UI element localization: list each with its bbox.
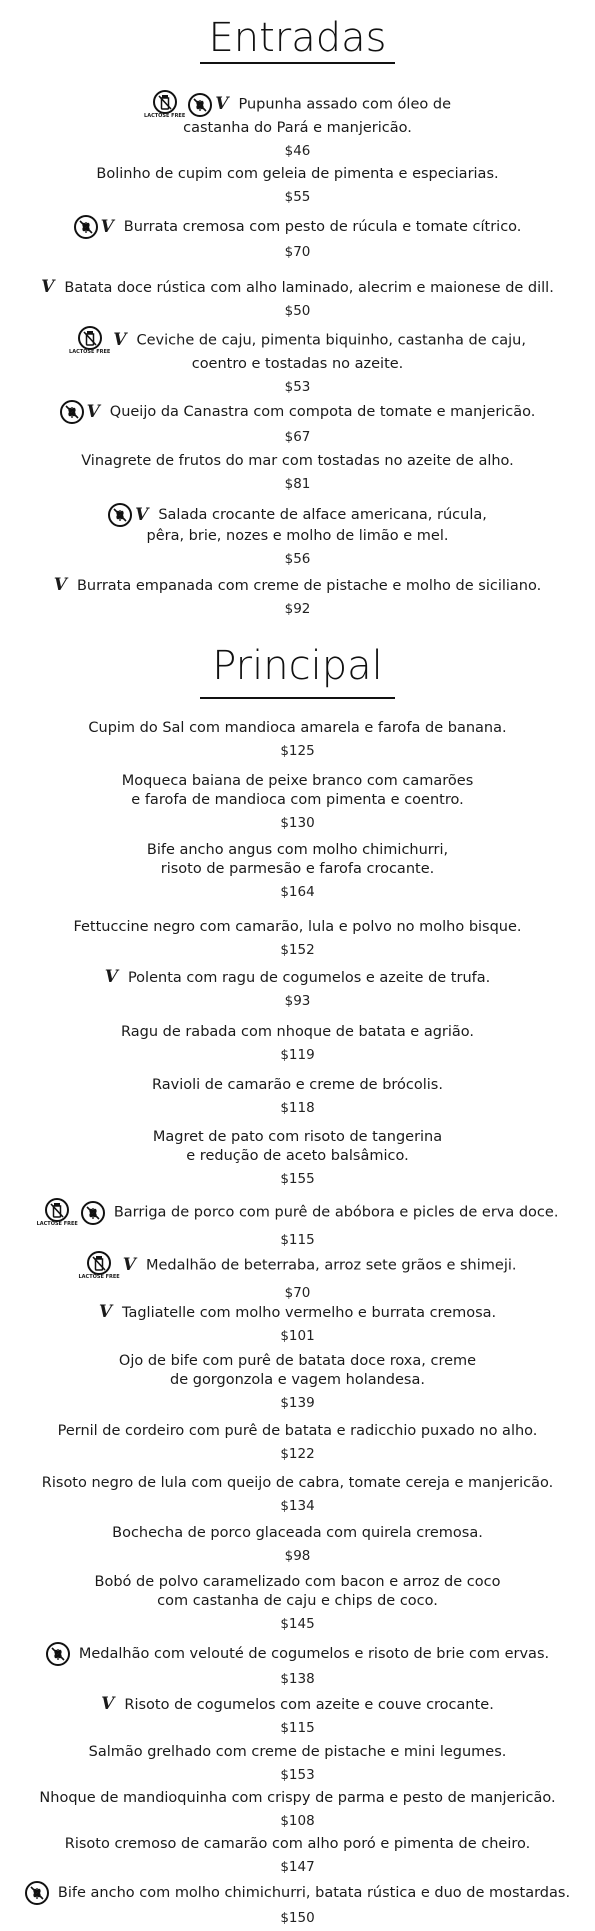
menu-item	[0, 278, 595, 320]
lactose-free-caption: LACTOSE FREE	[36, 1221, 78, 1227]
menu-item	[0, 1198, 595, 1249]
lactose-free-badge	[37, 1198, 78, 1227]
dish-description-line2: risoto de parmesão e farofa crocante.	[160, 861, 435, 877]
dish-price: $115	[280, 1719, 315, 1736]
vegetarian-icon: V	[215, 94, 229, 114]
dish-price: $70	[284, 1285, 311, 1301]
dish-price: $67	[284, 429, 311, 445]
vegetarian-icon: V	[122, 1255, 136, 1275]
vegetarian-icon: V	[100, 216, 114, 237]
dish-description-line2: de gorgonzola e vagem holandesa.	[170, 1372, 425, 1388]
gluten-free-icon	[74, 215, 98, 239]
gluten-free-icon	[60, 400, 84, 424]
dish-description: Fettuccine negro com camarão, lula e polvo no molho bisque.	[73, 919, 522, 935]
dietary-icons	[105, 968, 122, 988]
dish-description: Bife ancho com molho chimichurri, batata rústica e duo de mostardas.	[57, 1885, 571, 1901]
vegetarian-icon: V	[41, 277, 55, 297]
dish-description: Batata doce rústica com alho laminado, alecrim e maionese de dill.	[64, 279, 554, 296]
dish-price: $115	[280, 1232, 315, 1248]
lactose-free-icon	[45, 1198, 69, 1222]
dish-description: Ojo de bife com purê de batata doce roxa, creme	[118, 1353, 477, 1369]
dish-description: Polenta com ragu de cogumelos e azeite de trufa.	[127, 969, 491, 986]
dietary-icons	[101, 1695, 118, 1715]
menu-item	[0, 165, 595, 206]
menu-item	[0, 918, 595, 959]
dietary-icons	[108, 503, 152, 527]
dish-price: $150	[280, 1910, 315, 1926]
menu-item	[0, 1695, 595, 1737]
dish-description: Risoto negro de lula com queijo de cabra, tomate cereja e manjericão.	[41, 1475, 554, 1491]
lactose-free-badge	[78, 1251, 119, 1280]
menu-item	[0, 326, 595, 396]
dish-price: $53	[284, 379, 311, 395]
dish-price: $108	[280, 1813, 315, 1829]
dish-description: Risoto de cogumelos com azeite e couve crocante.	[124, 1696, 494, 1713]
dish-price: $130	[280, 815, 315, 831]
lactose-free-caption: LACTOSE FREE	[69, 349, 111, 355]
dish-description: Burrata cremosa com pesto de rúcula e tomate cítrico.	[123, 219, 522, 235]
dish-description-line2: e farofa de mandioca com pimenta e coentro.	[131, 792, 464, 808]
vegetarian-icon: V	[104, 967, 118, 987]
lactose-free-caption: LACTOSE FREE	[78, 1274, 120, 1280]
dish-description-line2: e redução de aceto balsâmico.	[186, 1148, 409, 1164]
menu-item	[0, 1352, 595, 1412]
section-title-entradas: Entradas	[208, 15, 387, 61]
dish-price: $152	[280, 942, 315, 958]
dish-description: Salmão grelhado com creme de pistache e mini legumes.	[88, 1744, 507, 1760]
dish-description-line2: castanha do Pará e manjericão.	[183, 120, 412, 136]
dish-price: $93	[284, 992, 311, 1009]
vegetarian-icon: V	[101, 1694, 115, 1714]
gluten-free-icon	[188, 93, 212, 117]
dish-description: Bolinho de cupim com geleia de pimenta e especiarias.	[96, 166, 499, 182]
vegetarian-icon: V	[113, 330, 127, 350]
dish-price: $164	[280, 884, 315, 900]
dish-description: Bochecha de porco glaceada com quirela cremosa.	[112, 1525, 483, 1541]
vegetarian-icon: V	[53, 575, 67, 595]
dish-description: Cupim do Sal com mandioca amarela e farofa de banana.	[88, 720, 507, 736]
lactose-free-caption: LACTOSE FREE	[144, 113, 186, 119]
dish-description: Vinagrete de frutos do mar com tostadas no azeite de alho.	[81, 453, 514, 469]
menu-item	[0, 1524, 595, 1565]
dish-price: $56	[284, 551, 311, 567]
dietary-icons	[54, 576, 71, 596]
menu-item	[0, 90, 595, 160]
dish-description: Bife ancho angus com molho chimichurri,	[146, 842, 449, 858]
dish-description: Salada crocante de alface americana, rúcula,	[158, 507, 487, 523]
dish-price: $155	[280, 1171, 315, 1187]
menu-item	[0, 841, 595, 901]
dish-price: $139	[280, 1395, 315, 1411]
dietary-icons	[37, 1198, 108, 1227]
dish-description: Nhoque de mandioquinha com crispy de parma e pesto de manjericão.	[39, 1790, 556, 1806]
menu-item	[0, 1789, 595, 1830]
dish-price: $145	[280, 1616, 315, 1632]
dish-price: $92	[284, 600, 311, 617]
dish-description: Ragu de rabada com nhoque de batata e agrião.	[120, 1024, 475, 1040]
gluten-free-icon	[108, 503, 132, 527]
lactose-free-icon	[78, 326, 102, 350]
menu-item	[0, 576, 595, 618]
dish-description: Tagliatelle com molho vermelho e burrata cremosa.	[122, 1304, 497, 1321]
menu-item	[0, 215, 595, 261]
lactose-free-badge	[69, 326, 110, 355]
menu-item	[0, 400, 595, 446]
dish-description: Moqueca baiana de peixe branco com camarões	[121, 773, 474, 789]
gluten-free-icon	[81, 1201, 105, 1225]
menu-item	[0, 719, 595, 760]
dish-description: Magret de pato com risoto de tangerina	[152, 1129, 443, 1145]
gluten-free-icon	[25, 1881, 49, 1905]
menu-item	[0, 452, 595, 493]
menu-item	[0, 1128, 595, 1188]
lactose-free-icon	[153, 90, 177, 114]
section-underline-principal	[200, 697, 395, 699]
dish-description: Risoto cremoso de camarão com alho poró e pimenta de cheiro.	[64, 1836, 531, 1852]
section-title-principal: Principal	[212, 643, 383, 689]
dish-price: $50	[284, 302, 311, 319]
menu-item	[0, 1076, 595, 1117]
vegetarian-icon: V	[98, 1302, 113, 1322]
dish-price: $122	[280, 1446, 315, 1462]
menu-item	[0, 1023, 595, 1064]
dish-description: Burrata empanada com creme de pistache e molho de siciliano.	[76, 577, 542, 594]
lactose-free-badge	[144, 90, 185, 119]
dish-description: Ceviche de caju, pimenta biquinho, castanha de caju,	[136, 332, 526, 349]
dish-description-line2: com castanha de caju e chips de coco.	[157, 1593, 438, 1609]
menu-item	[0, 1642, 595, 1688]
dietary-icons	[60, 400, 104, 424]
dish-price: $119	[280, 1047, 315, 1063]
dish-description: Barriga de porco com purê de abóbora e picles de erva doce.	[113, 1204, 559, 1221]
dish-description: Medalhão de beterraba, arroz sete grãos e shimeji.	[145, 1257, 517, 1274]
gluten-free-icon	[46, 1642, 70, 1666]
dish-price: $147	[280, 1859, 315, 1875]
menu-item	[0, 503, 595, 568]
vegetarian-icon: V	[86, 401, 100, 422]
dish-description-line2: pêra, brie, nozes e molho de limão e mel.	[146, 528, 449, 544]
dietary-icons	[25, 1881, 52, 1905]
dietary-icons	[144, 90, 232, 119]
dietary-icons	[99, 1303, 116, 1323]
dish-price: $81	[284, 476, 311, 492]
section-underline-entradas	[200, 62, 395, 64]
dish-price: $55	[284, 189, 311, 205]
menu-item	[0, 1573, 595, 1633]
dish-price: $125	[280, 743, 315, 759]
dish-description: Queijo da Canastra com compota de tomate e manjericão.	[109, 404, 536, 420]
dish-price: $46	[284, 143, 311, 159]
menu-item	[0, 1743, 595, 1784]
menu-item	[0, 1251, 595, 1302]
dietary-icons	[78, 1251, 139, 1280]
dish-price: $153	[280, 1767, 315, 1783]
menu-item	[0, 1474, 595, 1515]
dish-description: Medalhão com velouté de cogumelos e risoto de brie com ervas.	[78, 1646, 550, 1662]
dish-price: $118	[280, 1100, 315, 1116]
menu-item	[0, 1422, 595, 1463]
dish-description-line2: coentro e tostadas no azeite.	[191, 356, 404, 372]
dish-description: Pupunha assado com óleo de	[238, 96, 451, 113]
dietary-icons	[46, 1642, 73, 1666]
dish-price: $70	[284, 244, 311, 260]
menu-item	[0, 1881, 595, 1927]
dish-price: $138	[280, 1671, 315, 1687]
menu-item	[0, 772, 595, 832]
dietary-icons	[69, 326, 130, 355]
menu-item	[0, 1303, 595, 1345]
dish-description: Pernil de cordeiro com purê de batata e radicchio puxado no alho.	[57, 1423, 538, 1439]
dish-price: $134	[280, 1498, 315, 1514]
menu-item	[0, 968, 595, 1010]
lactose-free-icon	[87, 1251, 111, 1275]
dietary-icons	[41, 278, 58, 298]
dish-description: Ravioli de camarão e creme de brócolis.	[152, 1077, 443, 1093]
dish-description: Bobó de polvo caramelizado com bacon e arroz de coco	[94, 1574, 501, 1590]
menu-item	[0, 1835, 595, 1876]
dish-price: $98	[284, 1548, 311, 1564]
vegetarian-icon: V	[135, 504, 149, 525]
dietary-icons	[74, 215, 118, 239]
dish-price: $101	[280, 1327, 315, 1344]
